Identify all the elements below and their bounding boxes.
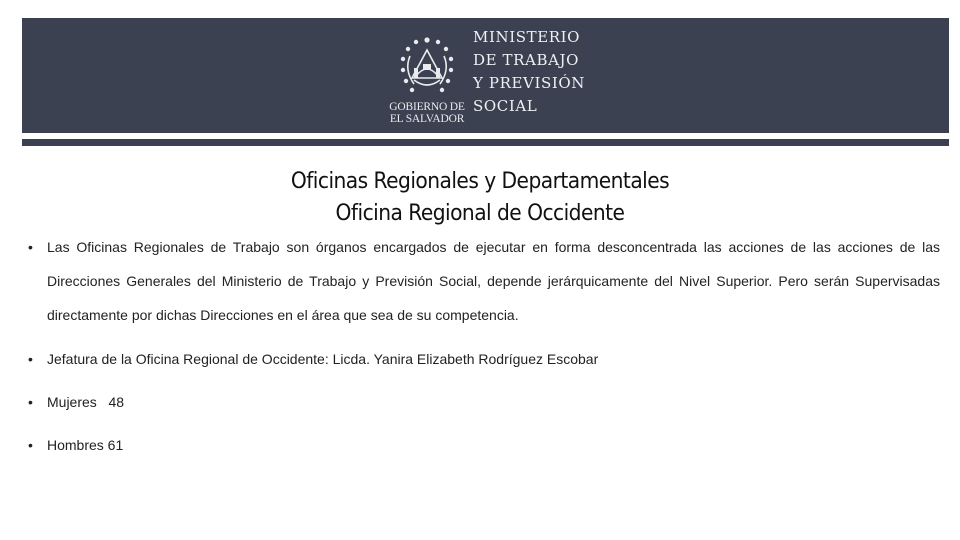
coat-of-arms-icon — [384, 32, 470, 100]
bullet-glyph: • — [28, 351, 33, 367]
bullet-glyph: • — [28, 394, 33, 410]
page-title — [38, 166, 921, 230]
page-title-line-1: Oficinas Regionales y Departamentales — [290, 169, 670, 194]
list-item-text: Jefatura de la Oficina Regional de Occidente: Licda. Yanira Elizabeth Rodríguez Escobar — [47, 351, 599, 367]
list-item-text: Mujeres 48 — [47, 394, 125, 410]
header-banner — [22, 18, 949, 133]
ministry-name — [473, 26, 585, 118]
government-name-line: EL SALVADOR — [389, 113, 465, 125]
list-item — [28, 348, 940, 370]
bullet-glyph: • — [28, 437, 33, 453]
ministry-name-line: SOCIAL — [473, 97, 538, 115]
list-item-text: Las Oficinas Regionales de Trabajo son órganos encargados de ejecutar en forma desconcentrada las acciones de las acciones de las Direcciones Generales del Ministerio de Trabajo y Previsión Social, depende jerárquicamente del Nivel Superior. Pero serán Supervisadas directamente por dichas Direcciones en el área que sea de su competencia. — [47, 239, 940, 323]
ministry-name-line: Y PREVISIÓN — [473, 74, 585, 92]
page-title-line-2: Oficina Regional de Occidente — [335, 201, 625, 226]
list-item — [28, 391, 940, 413]
list-item — [28, 230, 940, 332]
ministry-name-line: MINISTERIO — [473, 28, 581, 46]
list-item — [28, 434, 940, 456]
government-name-line: GOBIERNO DE — [389, 101, 465, 113]
header-divider — [22, 139, 949, 146]
bullet-list — [28, 236, 940, 456]
bullet-glyph: • — [28, 239, 33, 255]
list-item-text: Hombres 61 — [47, 437, 124, 453]
ministry-name-line: DE TRABAJO — [473, 51, 580, 69]
